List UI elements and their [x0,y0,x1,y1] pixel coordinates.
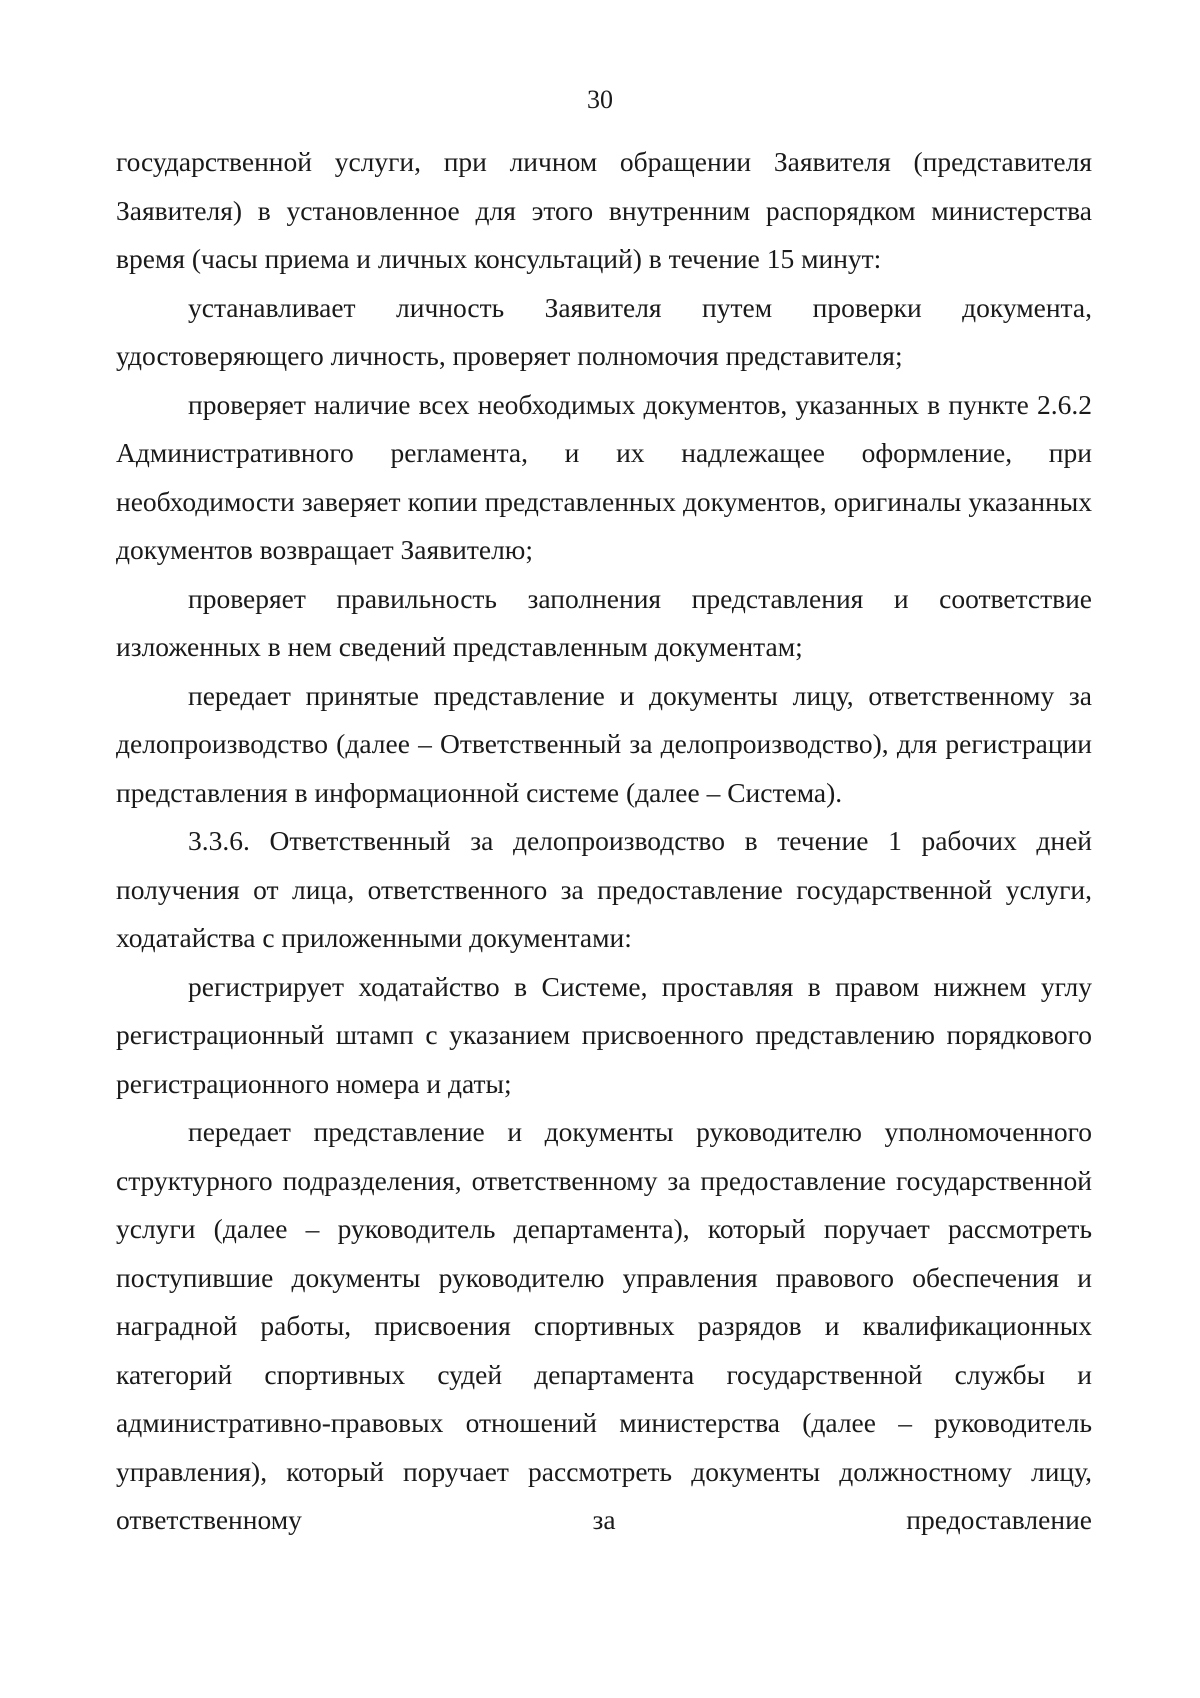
paragraph-identify-applicant: устанавливает личность Заявителя путем проверки документа, удостоверяющего личность, проверяет полномочия представителя; [116,291,1092,371]
paragraph-section-3-3-6: 3.3.6. Ответственный за делопроизводство в течение 1 рабочих дней получения от лица, ответственного за предоставление государственной услуги, ходатайства с приложенными документами: [116,825,1092,953]
page-number: 30 [587,85,613,114]
paragraph-check-correctness: проверяет правильность заполнения представления и соответствие изложенных в нем сведений представленным документам; [116,582,1092,662]
paragraph-transfer-to-head: передает представление и документы руководителю уполномоченного структурного подразделения, ответственному за предоставление государственной услуги (далее – руководитель департамента), который поручает рассмотреть поступившие документы руководителю управления правового обеспечения и наградной работы, присвоения спортивных разрядов и квалификационных категорий спортивных судей департамента государственной службы и административно-правовых отношений министерства (далее – руководитель управления), который поручает рассмотреть документы должностному лицу, ответственному за предоставление [116,1116,1092,1535]
paragraph-check-documents: проверяет наличие всех необходимых документов, указанных в пункте 2.6.2 Административного регламента, и их надлежащее оформление, при необходимости заверяет копии представленных документов, оригиналы указанных документов возвращает Заявителю; [116,388,1092,565]
document-body [116,138,1092,1545]
paragraph-transfer-documents: передает принятые представление и документы лицу, ответственному за делопроизводство (далее – Ответственный за делопроизводство), для регистрации представления в информационной системе (далее – Система). [116,679,1092,808]
paragraph-register-petition: регистрирует ходатайство в Системе, проставляя в правом нижнем углу регистрационный штамп с указанием присвоенного представлению порядкового регистрационного номера и даты; [116,970,1092,1099]
paragraph-service-intro: государственной услуги, при личном обращении Заявителя (представителя Заявителя) в установленное для этого внутренним распорядком министерства время (часы приема и личных консультаций) в течение 15 минут: [116,146,1092,274]
